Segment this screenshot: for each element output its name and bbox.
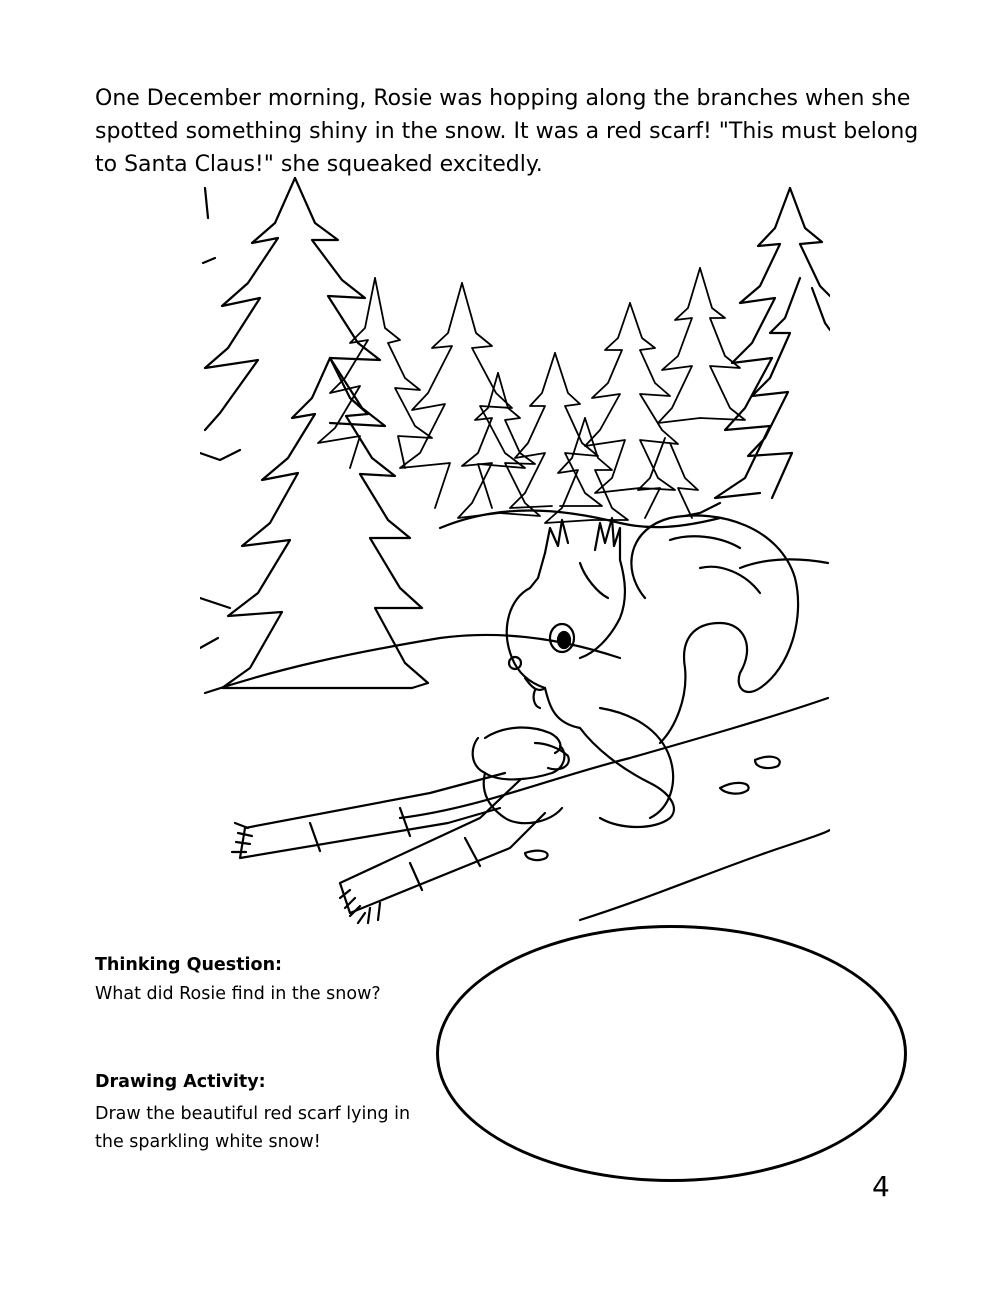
drawing-activity-heading: Drawing Activity: (95, 1072, 266, 1092)
middle-left-tree (200, 358, 428, 688)
squirrel (485, 518, 674, 827)
drawing-area-oval[interactable] (436, 925, 907, 1182)
background-trees (318, 268, 745, 523)
thinking-question-heading: Thinking Question: (95, 955, 283, 975)
thinking-question-text: What did Rosie find in the snow? (95, 984, 381, 1004)
page-number: 4 (872, 1170, 890, 1203)
squirrel-forest-illustration (200, 168, 830, 928)
snow-ground (400, 698, 830, 920)
scarf (232, 738, 564, 923)
right-trees (685, 188, 830, 516)
squirrel-tail (631, 516, 798, 744)
story-text: One December morning, Rosie was hopping along the branches when she spotted something shiny in the snow. It was a red scarf! "This must belong to Santa Claus!" she squeaked excitedly. (95, 86, 919, 177)
drawing-activity-text: Draw the beautiful red scarf lying in the sparkling white snow! (95, 1104, 411, 1152)
